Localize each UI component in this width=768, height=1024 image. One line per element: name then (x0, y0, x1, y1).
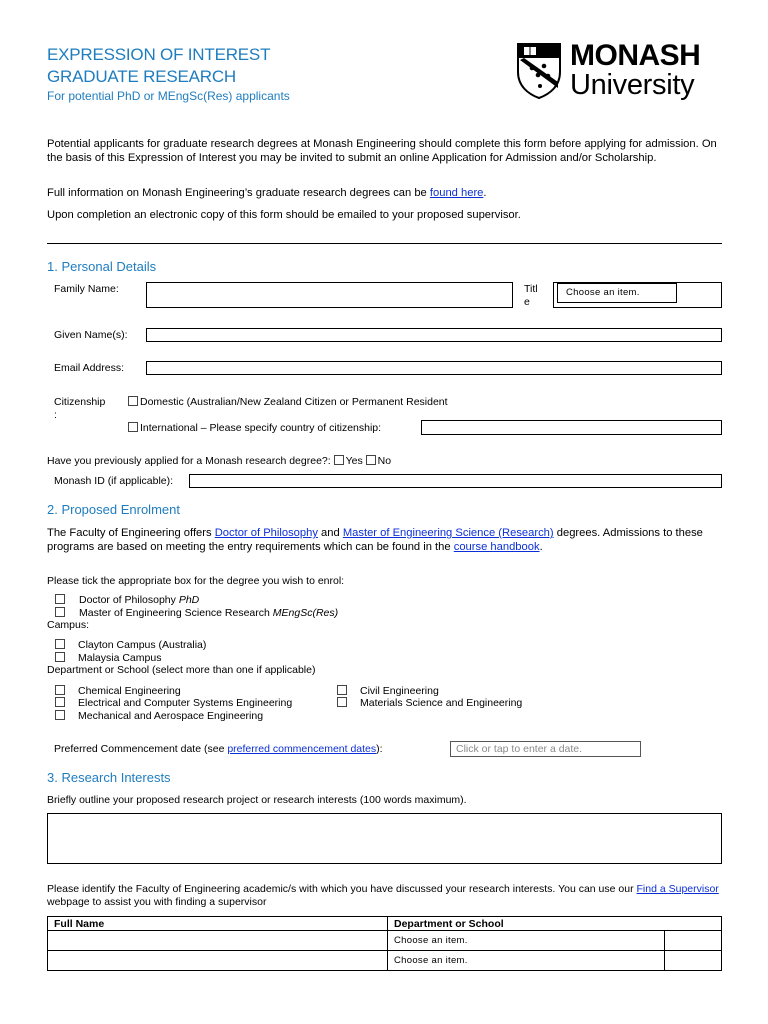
supervisor-name-input[interactable] (48, 931, 388, 951)
intro-paragraph: Potential applicants for graduate research degrees at Monash Engineering should complete this form before applying for admission. On the basis of this Expression of Interest you may be invited to submit an online Application for Admission and/or Scholarship. (47, 138, 717, 164)
yes-checkbox[interactable] (334, 455, 344, 465)
monash-id-label: Monash ID (if applicable): (54, 475, 174, 487)
logo-monash-text: MONASH (570, 39, 701, 72)
title-select[interactable]: Choose an item. (557, 283, 677, 303)
completion-paragraph: Upon completion an electronic copy of this form should be emailed to your proposed supervisor. (47, 209, 521, 221)
international-option[interactable]: International – Please specify country of citizenship: (128, 422, 381, 434)
campus-clayton-option[interactable]: Clayton Campus (Australia) (55, 639, 206, 651)
form-title-line2: GRADUATE RESEARCH (47, 67, 236, 86)
previous-application-question: Have you previously applied for a Monash research degree?: Yes No (47, 455, 392, 467)
dept-materials-option[interactable]: Materials Science and Engineering (337, 697, 522, 709)
civil-checkbox[interactable] (337, 685, 347, 695)
supervisor-instruction: Please identify the Faculty of Engineering academic/s with which you have discussed your research interests. You can use our Find a Supervisor webpage to assist you with finding a supervisor (47, 883, 719, 908)
personal-details-heading: 1. Personal Details (47, 259, 157, 274)
table-row (48, 951, 722, 971)
header-department: Department or School (388, 917, 722, 931)
header-full-name: Full Name (48, 917, 388, 931)
family-name-input[interactable] (146, 282, 513, 308)
family-name-label: Family Name: (54, 283, 119, 295)
electrical-checkbox[interactable] (55, 697, 65, 707)
found-here-link[interactable]: found here (429, 187, 484, 199)
table-header-row (48, 917, 722, 931)
form-title-line1: EXPRESSION OF INTEREST (47, 45, 271, 64)
monash-id-input[interactable] (189, 474, 722, 488)
research-outline-textarea[interactable] (47, 813, 722, 864)
email-label: Email Address: (54, 362, 125, 374)
campus-label: Campus: (47, 619, 90, 631)
international-checkbox[interactable] (128, 422, 138, 432)
supervisor-table (47, 916, 722, 971)
mengsc-link[interactable]: Master of Engineering Science (Research) (342, 527, 554, 539)
commencement-label: Preferred Commencement date (see preferred commencement dates): (54, 743, 383, 755)
research-interests-heading: 3. Research Interests (47, 770, 171, 785)
dept-civil-option[interactable]: Civil Engineering (337, 685, 439, 697)
monash-logo (516, 39, 726, 104)
supervisor-dept-select[interactable]: Choose an item. (388, 931, 665, 951)
given-names-label: Given Name(s): (54, 329, 128, 341)
department-label: Department or School (select more than one if applicable) (47, 664, 316, 676)
clayton-checkbox[interactable] (55, 639, 65, 649)
malaysia-checkbox[interactable] (55, 652, 65, 662)
chemical-checkbox[interactable] (55, 685, 65, 695)
citizenship-label: Citizenship : (54, 396, 106, 421)
domestic-checkbox[interactable] (128, 396, 138, 406)
commencement-date-picker[interactable]: Click or tap to enter a date. (450, 741, 641, 757)
degree-phd-option[interactable]: Doctor of Philosophy PhD (55, 594, 199, 606)
logo-university-text: University (570, 69, 695, 101)
no-checkbox[interactable] (366, 455, 376, 465)
mechanical-checkbox[interactable] (55, 710, 65, 720)
given-names-input[interactable] (146, 328, 722, 342)
monash-crest-icon (516, 42, 562, 100)
tick-instruction: Please tick the appropriate box for the degree you wish to enrol: (47, 575, 345, 587)
email-input[interactable] (146, 361, 722, 375)
supervisor-dept-select[interactable]: Choose an item. (388, 951, 665, 971)
divider (47, 243, 722, 244)
dept-electrical-option[interactable]: Electrical and Computer Systems Engineering (55, 697, 292, 709)
title-label: Titl e (524, 283, 538, 308)
form-subtitle: For potential PhD or MEngSc(Res) applicants (47, 89, 290, 103)
commencement-dates-link[interactable]: preferred commencement dates (227, 743, 377, 755)
materials-checkbox[interactable] (337, 697, 347, 707)
dept-mechanical-option[interactable]: Mechanical and Aerospace Engineering (55, 710, 263, 722)
supervisor-name-input[interactable] (48, 951, 388, 971)
table-row (48, 931, 722, 951)
degree-mengsc-option[interactable]: Master of Engineering Science Research MEngSc(Res) (55, 607, 338, 619)
dept-chemical-option[interactable]: Chemical Engineering (55, 685, 181, 697)
find-supervisor-link[interactable]: Find a Supervisor (636, 883, 719, 895)
phd-link[interactable]: Doctor of Philosophy (214, 527, 318, 539)
mengsc-checkbox[interactable] (55, 607, 65, 617)
supervisor-extra-cell[interactable] (665, 951, 722, 971)
full-info-paragraph: Full information on Monash Engineering’s graduate research degrees can be found here. (47, 187, 487, 199)
course-handbook-link[interactable]: course handbook (453, 541, 540, 553)
campus-malaysia-option[interactable]: Malaysia Campus (55, 652, 161, 664)
proposed-enrolment-heading: 2. Proposed Enrolment (47, 502, 180, 517)
research-outline-prompt: Briefly outline your proposed research project or research interests (100 words maximum). (47, 794, 467, 806)
enrolment-intro: The Faculty of Engineering offers Doctor of Philosophy and Master of Engineering Science (Research) degrees. Admissions to these programs are based on meeting the entry requirements which can be found in the course handbook. (47, 527, 703, 553)
domestic-option[interactable]: Domestic (Australian/New Zealand Citizen or Permanent Resident (128, 396, 448, 408)
country-input[interactable] (421, 420, 722, 435)
phd-checkbox[interactable] (55, 594, 65, 604)
supervisor-extra-cell[interactable] (665, 931, 722, 951)
